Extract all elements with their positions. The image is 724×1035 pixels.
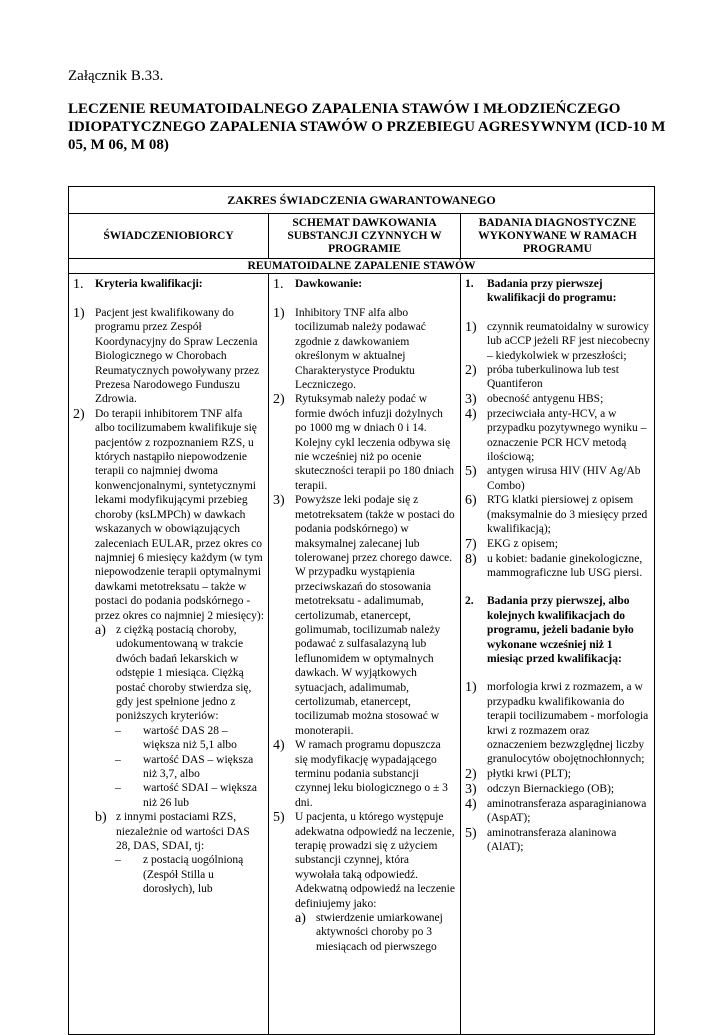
diagnostics-cell: [461, 274, 654, 1034]
column-header-beneficiaries: ŚWIADCZENIOBIORCY: [69, 214, 269, 258]
list-number: 1.: [73, 277, 84, 292]
dash-item: – z postacią uogólnioną (Zespół Stilla u dorosłych), lub: [73, 853, 264, 896]
program-table: [68, 186, 655, 1035]
list-number: 2.: [465, 595, 474, 608]
list-text: płytki krwi (PLT);: [487, 767, 571, 780]
list-item: [273, 306, 456, 392]
list-number: 1): [73, 306, 85, 321]
list-item: [73, 407, 264, 623]
list-number: 1): [273, 306, 285, 321]
list-text: Powyższe leki podaje się z metotreksatem (także w postaci do podania podskórnego) w maksymalnej zalecanej lub tolerowanej przez chorego dawce. W przypadku wystąpienia przeciwskazań do stosowania metotreksatu - adalimumab, certolizumab, etanercept, golimumab, tocilizumab należy podawać z sulfasalazyną lub leflunomidem w optymalnych dawkach. W wyjątkowych sytuacjach, adalimumab, certolizumab, etanercept, tocilizumab można stosować w monoterapii.: [295, 494, 455, 737]
list-number: 3): [465, 391, 477, 407]
list-number: 1): [465, 680, 477, 696]
list-item: [273, 810, 456, 911]
sub-item: [73, 623, 264, 724]
list-number: 8): [465, 551, 477, 567]
list-number: 5): [465, 825, 477, 841]
qualification-heading: Kryteria kwalifikacji:: [95, 278, 203, 290]
sub-text: z ciężką postacią choroby, udokumentowaną w trakcie dwóch badań lekarskich w odstępie 1 miesiąca. Ciężką postać choroby stwierdza się, gdy jest spełnione jedno z poniższych kryteriów:: [116, 623, 252, 723]
list-item: [465, 392, 650, 407]
list-item: [465, 680, 650, 766]
dash-text: wartość DAS 28 – większa niż 5,1 albo: [143, 724, 237, 752]
list-text: odczyn Biernackiego (OB);: [487, 782, 615, 795]
list-item: [273, 493, 456, 738]
dosage-cell: [269, 274, 461, 1034]
list-text: u kobiet: badanie ginekologiczne, mammograficzne lub USG piersi.: [487, 552, 643, 579]
dosage-heading: Dawkowanie:: [295, 278, 363, 290]
list-number: 4): [465, 406, 477, 422]
list-text: U pacjenta, u którego występuje adekwatna odpowiedź na leczenie, terapię prowadzi się z użyciem substancji czynnej, która wywołała taką odpowiedź. Adekwatną odpowiedź na leczenie definiujemy jako:: [295, 811, 455, 910]
sub-text: z innymi postaciami RZS, niezależnie od wartości DAS 28, DAS, SDAI, tj:: [116, 811, 250, 853]
list-number: 1.: [273, 277, 284, 292]
dash-item: – wartość DAS – większa niż 3,7, albo: [73, 753, 264, 782]
dash-text: z postacią uogólnioną (Zespół Stilla u dorosłych), lub: [143, 854, 244, 896]
list-text: morfologia krwi z rozmazem, a w przypadku kwalifikowania do terapii tocilizumabem - morfologia krwi z rozmazem oraz oznaczeniem bezwzględnej liczby granulocytów obojętnochłonnych;: [487, 681, 649, 766]
dash-item: – wartość DAS 28 – większa niż 5,1 albo: [73, 724, 264, 753]
list-text: przeciwciała anty-HCV, a w przypadku pozytywnego wyniku – oznaczenie PCR HCV metodą ilościową;: [487, 407, 647, 464]
list-item: [273, 392, 456, 493]
list-text: Do terapii inhibitorem TNF alfa albo tocilizumabem kwalifikuje się pacjentów z rozpoznaniem RZS, u których nastąpiło niepowodzenie terapii co najmniej dwoma konwencjonalnymi, syntetycznymi lekami modyfikującymi przebieg choroby (ksLMPCh) w dawkach wskazanych w obowiązujących zaleceniach EULAR, przez okres co najmniej 6 miesięcy każdym (w tym niepowodzenie terapii optymalnymi dawkami metotreksatu – także w postaci do podania podskórnego - przez okres co najmniej 2 miesięcy):: [95, 407, 264, 622]
table-header: ZAKRES ŚWIADCZENIA GWARANTOWANEGO: [69, 187, 654, 214]
list-number: 5): [465, 464, 477, 480]
list-item: [465, 493, 650, 536]
list-number: 1): [465, 319, 477, 335]
list-item: [73, 306, 264, 407]
list-text: próba tuberkulinowa lub test Quantiferon: [487, 364, 619, 391]
list-item: [465, 797, 650, 826]
list-text: EKG z opisem;: [487, 537, 558, 550]
column-headers: [69, 214, 654, 259]
list-number: 7): [465, 536, 477, 552]
list-text: antygen wirusa HIV (HIV Ag/Ab Combo): [487, 465, 641, 492]
list-item: [73, 277, 264, 292]
list-number: 4): [273, 738, 285, 754]
list-number: 2): [273, 392, 285, 408]
list-item: [465, 277, 650, 306]
list-item: [465, 407, 650, 465]
column-header-dosage: SCHEMAT DAWKOWANIA SUBSTANCJI CZYNNYCH W PROGRAMIE: [269, 214, 461, 258]
table-body: [69, 274, 654, 1034]
beneficiaries-cell: [69, 274, 269, 1034]
list-number: 6): [465, 493, 477, 509]
list-text: Rytuksymab należy podać w formie dwóch infuzji dożylnych po 1000 mg w dniach 0 i 14. Kolejny cykl leczenia odbywa się nie wcześniej niż po ocenie skuteczności terapii po 180 dniach terapii.: [295, 393, 455, 492]
list-item: [465, 464, 650, 493]
sub-item: [73, 810, 264, 853]
list-number: 3): [465, 781, 477, 797]
sub-letter: a): [95, 622, 106, 638]
diagnostics-heading-1: Badania przy pierwszej kwalifikacji do programu:: [487, 278, 617, 305]
list-item: [273, 738, 456, 810]
diagnostics-heading-2: Badania przy pierwszej, albo kolejnych kwalifikacjach do programu, jeżeli badanie było wykonane wcześniej niż 1 miesiąc przed kwalifikacją:: [487, 595, 634, 665]
list-text: Pacjent jest kwalifikowany do programu przez Zespół Koordynacyjny do Spraw Leczenia Biologicznego w Chorobach Reumatycznych powoływany przez Prezesa Narodowego Funduszu Zdrowia.: [95, 307, 260, 406]
list-text: RTG klatki piersiowej z opisem (maksymalnie do 3 miesięcy przed kwalifikacją);: [487, 494, 648, 536]
list-item: [465, 767, 650, 782]
list-text: W ramach programu dopuszcza się modyfikację wypadającego terminu podania substancji czynnej leku biologicznego o ± 3 dni.: [295, 739, 448, 809]
list-text: czynnik reumatoidalny w surowicy lub aCCP jeżeli RF jest niecobecny – kiedykolwiek w przeszłości;: [487, 320, 650, 362]
list-item: [465, 537, 650, 552]
sub-text: stwierdzenie umiarkowanej aktywności choroby po 3 miesiącach od pierwszego: [316, 912, 443, 953]
list-item: [273, 277, 456, 292]
list-item: [465, 782, 650, 797]
sub-item: [273, 911, 456, 954]
list-item: [465, 552, 650, 581]
list-item: [465, 320, 650, 363]
dash-item: – wartość SDAI – większa niż 26 lub: [73, 781, 264, 810]
list-number: 4): [465, 796, 477, 812]
list-text: obecność antygenu HBS;: [487, 392, 604, 405]
list-text: aminotransferaza asparaginianowa (AspAT);: [487, 797, 647, 825]
list-number: 2): [465, 766, 477, 782]
list-text: aminotransferaza alaninowa (AlAT);: [487, 826, 617, 853]
list-number: 3): [273, 493, 285, 509]
list-text: Inhibitory TNF alfa albo tocilizumab należy podawać zgodnie z dawkowaniem określonym w aktualnej Charakterystyce Produktu Leczniczego.: [295, 307, 426, 392]
list-number: 2): [465, 363, 477, 379]
dash-text: wartość SDAI – większa niż 26 lub: [143, 782, 258, 809]
sub-letter: a): [295, 911, 306, 927]
dash-text: wartość DAS – większa niż 3,7, albo: [143, 753, 254, 780]
list-number: 2): [73, 406, 85, 422]
annex-label: Załącznik B.33.: [68, 68, 164, 84]
document-title: LECZENIE REUMATOIDALNEGO ZAPALENIA STAWÓW I MŁODZIEŃCZEGO IDIOPATYCZNEGO ZAPALENIA STAWÓW O PRZEBIEGU AGRESYWNYM (ICD-10 M 05, M 06, M 08): [68, 101, 666, 153]
section-header: REUMATOIDALNE ZAPALENIE STAWÓW: [69, 259, 654, 274]
list-item: [465, 363, 650, 392]
list-number: 1.: [465, 278, 474, 290]
list-number: 5): [273, 810, 285, 826]
list-item: [465, 594, 650, 666]
column-header-diagnostics: BADANIA DIAGNOSTYCZNE WYKONYWANE W RAMACH PROGRAMU: [478, 216, 637, 255]
sub-letter: b): [95, 810, 107, 826]
list-item: [465, 826, 650, 855]
